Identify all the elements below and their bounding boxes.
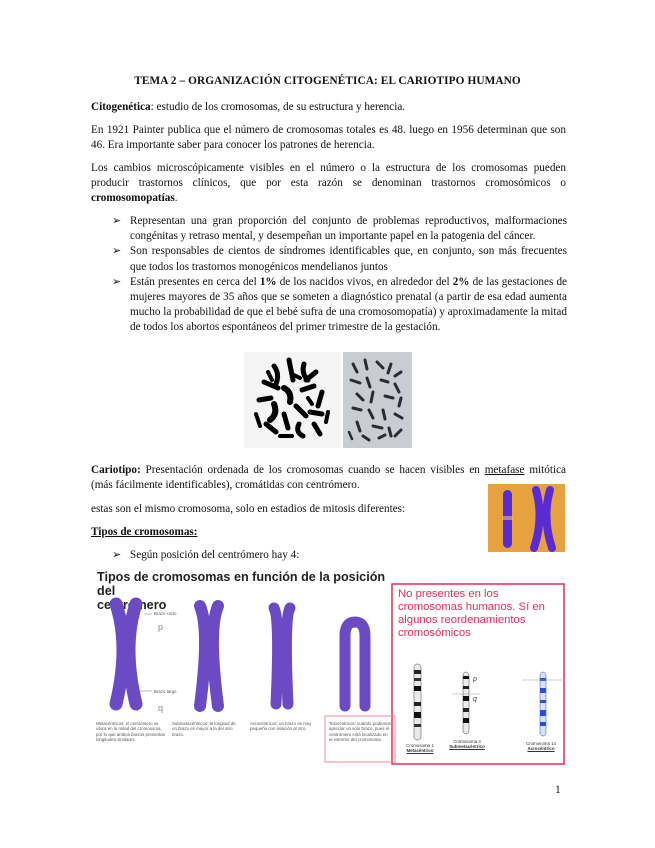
arrow-bullet-icon: ➢ [112, 215, 122, 227]
chromosome-4-banding [463, 672, 469, 734]
submetacentric-caption: Submetacéntricos: la longitud de un brazo es mayor a la del otro brazo. [172, 721, 236, 737]
chromosome-types-figure [92, 566, 566, 765]
telocentric-chromosome [345, 622, 365, 706]
citogenetica-definition: Citogenética: estudio de los cromosomas, de su estructura y herencia. [91, 101, 406, 113]
chromosome-14-banding [540, 672, 546, 736]
chromosome-stages-image [488, 484, 565, 552]
not-present-note: No presentes en los cromosomas humanos. Sí en algunos reordenamientos cromosómicos [398, 588, 545, 639]
figure-title: Tipos de cromosomas en función de la posición del centrómero [97, 570, 386, 612]
arrow-bullet-icon: ➢ [112, 549, 122, 561]
cromosomopatias-bullets [112, 214, 567, 336]
chromosome-1-label: Cromosoma 1 Metacéntrico [406, 743, 434, 754]
citogenetica-term: Citogenética [91, 101, 151, 113]
list-item: ➢ Están presentes en cerca del 1% de los nacidos vivos, en alrededor del 2% de las gestaciones de mujeres mayores de 35 años que se someten a diagnóstico prenatal (a partir de esa edad aumenta mucho la probabilidad de que el bebé sufra de una cromosomopatía) y aproximadamente la mitad de todos los abortos espontáneos del primer trimestre de la gestación. [112, 275, 568, 334]
chromosome-stages-illustration [488, 484, 565, 552]
chromosome-1-banding [414, 664, 421, 740]
tipos-heading: Tipos de cromosomas: [91, 526, 198, 538]
p-arm-label: p [158, 622, 164, 632]
arrow-bullet-icon: ➢ [112, 275, 122, 288]
cromosomopatias-term: cromosomopatías [91, 192, 175, 205]
arrow-bullet-icon: ➢ [112, 245, 122, 258]
metaphase-micrograph-dark [244, 352, 341, 448]
metaphase-spread-dark-image [244, 352, 341, 448]
band-p-label: p [473, 676, 477, 683]
changes-paragraph: Los cambios microscópicamente visibles en el número o la estructura de los cromosomas pueden producir trastornos clínicos, que por esta razón se denominan trastornos cromosómicos o cromosomopatías. [91, 162, 566, 205]
metaphase-spread-gray-image [343, 352, 412, 448]
page-number: 1 [555, 784, 561, 796]
history-paragraph: En 1921 Painter publica que el número de cromosomas totales es 48. luego en 1956 determinan que son 46. Era importante saber para conocer los patrones de herencia. [91, 124, 566, 152]
metacentric-caption: Metacéntricos: el centrómero se ubica en la mitad del cromosoma, por lo que ambos brazos presentan longitudes similares. [96, 721, 166, 742]
acrocentric-chromosome [274, 608, 290, 704]
same-chromosome-note: estas son el mismo cromosoma, solo en estadios de mitosis diferentes: [91, 503, 406, 515]
brazo-corto-label: Brazo corto [154, 611, 177, 616]
list-item: ➢ Son responsables de cientos de síndromes identificables que, en conjunto, son más frecuentes que todos los trastornos monogénicos mendelianos juntos [112, 245, 567, 273]
metacentric-chromosome [116, 604, 136, 704]
submetacentric-chromosome [200, 606, 218, 706]
cariotipo-term: Cariotipo: [91, 464, 141, 476]
list-item: ➢ Según posición del centrómero hay 4: [112, 548, 567, 563]
cariotipo-definition: Cariotipo: Presentación ordenada de los cromosomas cuando se hacen visibles en metafase mitótica (más fácilmente identificables), cromátidas con centrómero. [91, 464, 566, 492]
chromosome-4-label: Cromosoma 4 Submetacéntrico [449, 739, 485, 750]
document-title: TEMA 2 – ORGANIZACIÓN CITOGENÉTICA: EL CARIOTIPO HUMANO [134, 75, 521, 87]
chromosome-14-label: Cromosoma 14 Acrocéntrico [525, 741, 556, 752]
metaphase-micrograph-gray [343, 352, 412, 448]
metafase-term: metafase [484, 464, 525, 476]
band-q-label: q [473, 696, 477, 703]
brazo-largo-label: Brazo largo [154, 689, 177, 694]
list-item: ➢ Representan una gran proporción del conjunto de problemas reproductivos, malformaciones congénitas y retraso mental, y desempeñan un importante papel en la patogenia del cáncer. [112, 215, 567, 243]
q-arm-label: q [158, 703, 164, 713]
telocentric-caption: Telocéntricos: cuando podemos apreciar un solo brazo, pues el centrómero está localizado en el extremo del cromosoma. [329, 721, 391, 742]
acrocentric-caption: Acrocéntricos: un brazo es muy pequeño con relación al otro. [250, 721, 312, 732]
tipos-bullets [112, 548, 567, 563]
